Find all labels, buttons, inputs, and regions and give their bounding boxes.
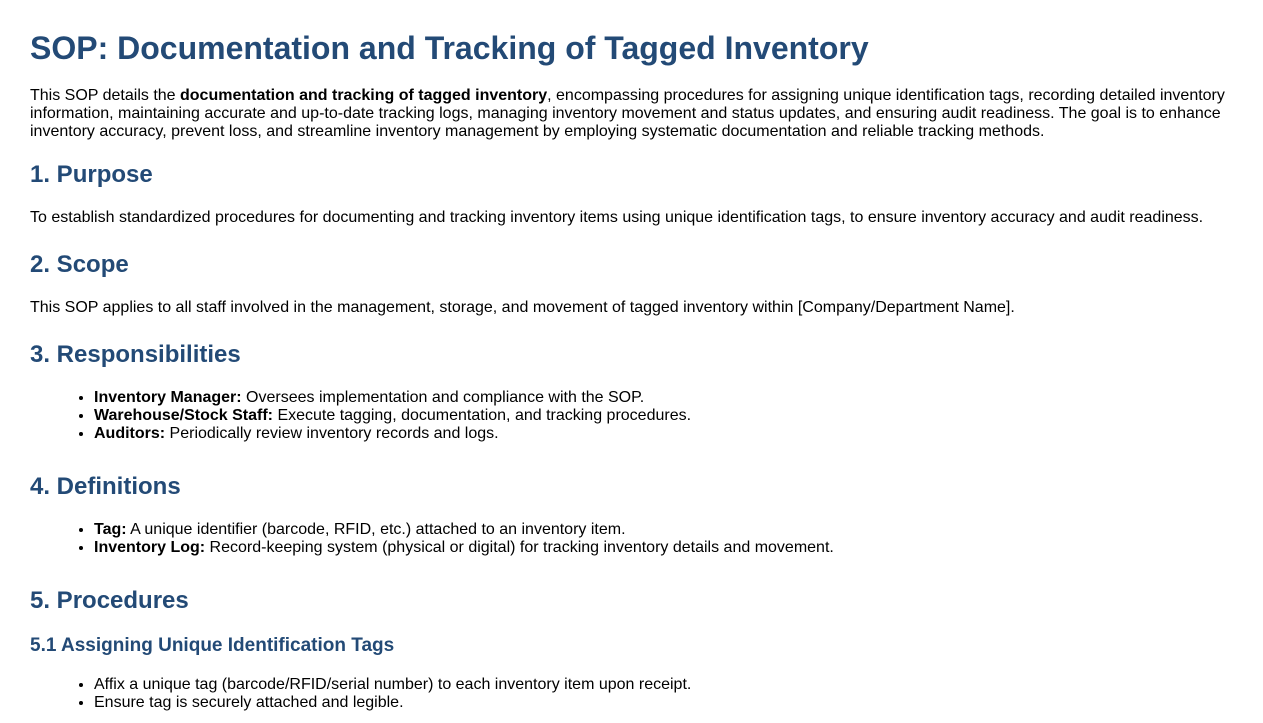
- list-item: [94, 521, 1233, 539]
- list-item-term: Warehouse/Stock Staff:: [94, 407, 273, 424]
- list-item-term: Inventory Log:: [94, 539, 206, 556]
- responsibilities-list: [30, 389, 1233, 443]
- list-item: [94, 539, 1233, 557]
- list-item-text: Oversees implementation and compliance with the SOP.: [241, 389, 645, 406]
- list-item-text: Execute tagging, documentation, and tracking procedures.: [273, 407, 692, 424]
- list-item-text: Record-keeping system (physical or digital) for tracking inventory details and movement.: [205, 539, 834, 556]
- list-item-text: Periodically review inventory records and logs.: [165, 425, 499, 442]
- list-item: [94, 425, 1233, 443]
- list-item: [94, 407, 1233, 425]
- list-item-term: Inventory Manager:: [94, 389, 242, 406]
- intro-text-after: , encompassing procedures for assigning unique identification tags, recording detailed inventory information, maintaining accurate and up-to-date tracking logs, managing inventory movement and status updates, and ensuring audit readiness. The goal is to enhance inventory accuracy, prevent loss, and streamline inventory management by employing systematic documentation and reliable tracking methods.: [30, 87, 1225, 140]
- list-item-term: Tag:: [94, 521, 127, 538]
- purpose-text: To establish standardized procedures for documenting and tracking inventory items using unique identification tags, to ensure inventory accuracy and audit readiness.: [30, 209, 1204, 226]
- definitions-list: [30, 521, 1233, 557]
- list-item-text: A unique identifier (barcode, RFID, etc.) attached to an inventory item.: [126, 521, 626, 538]
- intro-paragraph: [30, 87, 1233, 141]
- list-item-term: Auditors:: [94, 425, 166, 442]
- subsection-heading-5-1: 5.1 Assigning Unique Identification Tags: [30, 635, 395, 656]
- list-item: • Ensure tag is securely attached and legible.: [94, 694, 1233, 712]
- list-item: [94, 389, 1233, 407]
- section-heading-purpose: 1. Purpose: [30, 161, 153, 188]
- section-heading-definitions: 4. Definitions: [30, 473, 181, 500]
- scope-text: This SOP applies to all staff involved in the management, storage, and movement of tagged inventory within [Company/Department Name].: [30, 299, 1015, 316]
- intro-text-bold: documentation and tracking of tagged inventory: [180, 87, 548, 104]
- section-heading-responsibilities: 3. Responsibilities: [30, 341, 241, 368]
- intro-text-before: This SOP details the: [30, 87, 180, 104]
- section-heading-procedures: 5. Procedures: [30, 587, 189, 614]
- list-item: • Affix a unique tag (barcode/RFID/serial number) to each inventory item upon receipt.: [94, 676, 1233, 694]
- page-title: SOP: Documentation and Tracking of Tagged Inventory: [30, 30, 869, 66]
- section-heading-scope: 2. Scope: [30, 251, 129, 278]
- tagging-procedures-list: [30, 676, 1233, 712]
